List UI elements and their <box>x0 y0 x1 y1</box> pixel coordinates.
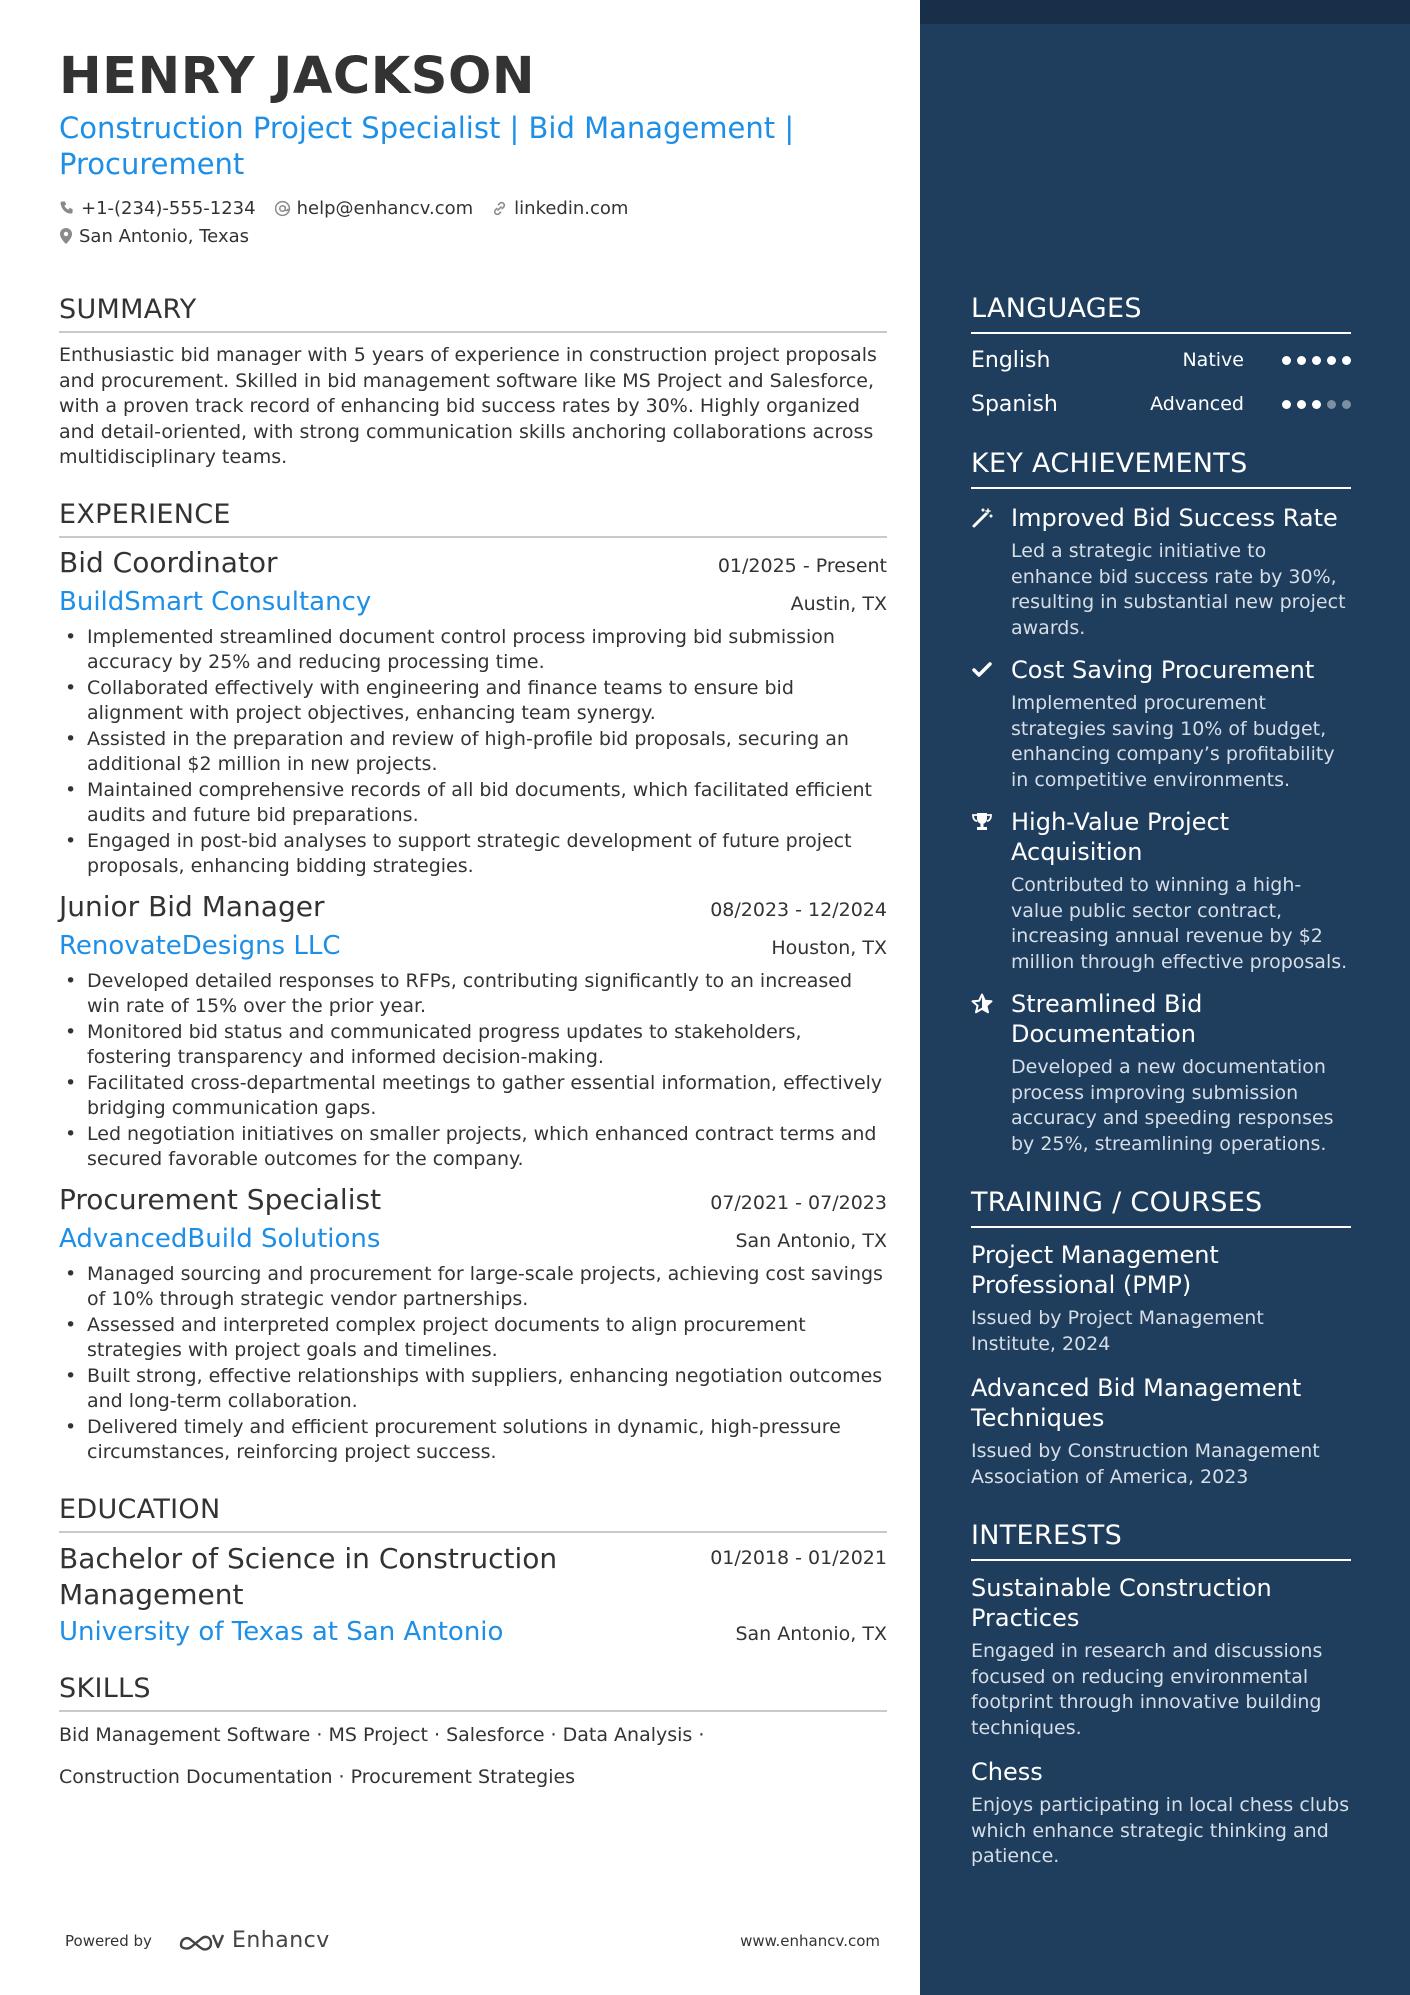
footer <box>65 1928 880 1953</box>
education-heading: EDUCATION <box>59 1494 887 1533</box>
job-date: 08/2023 - 12/2024 <box>710 898 887 921</box>
achievements-heading: KEY ACHIEVEMENTS <box>971 448 1351 489</box>
interest-desc: Enjoys participating in local chess clubs which enhance strategic thinking and patience. <box>971 1794 1350 1867</box>
location-contact <box>59 226 249 247</box>
skills-line: Bid Management Software · MS Project · Salesforce · Data Analysis · <box>59 1723 705 1746</box>
language-row <box>971 338 1351 382</box>
job-bullets <box>59 625 887 880</box>
job-entry <box>59 890 887 1173</box>
bullet-item: • Facilitated cross-departmental meetings to gather essential information, effectively bridging communication gaps. <box>59 1071 887 1122</box>
achievement-title: Improved Bid Success Rate <box>1011 504 1338 532</box>
achievement-item <box>971 989 1351 1157</box>
achievement-desc: Implemented procurement strategies saving 10% of budget, enhancing company’s profitability in competitive environments. <box>1011 692 1335 791</box>
rating-dot-filled <box>1282 356 1291 365</box>
job-entry <box>59 546 887 880</box>
interest-title: Sustainable Construction Practices <box>971 1574 1272 1632</box>
interest-desc: Engaged in research and discussions focused on reducing environmental footprint through innovative building techniques. <box>971 1640 1323 1739</box>
phone-icon <box>59 200 75 216</box>
bullet-item: • Maintained comprehensive records of all bid documents, which facilitated efficient audits and future bid preparations. <box>59 778 887 829</box>
languages-section <box>971 0 1351 426</box>
phone-contact <box>59 198 256 219</box>
rating-dot-filled <box>1312 400 1321 409</box>
bullet-item: • Implemented streamlined document control process improving bid submission accuracy by 25% and reducing processing time. <box>59 625 887 676</box>
language-name: Spanish <box>971 391 1058 417</box>
job-company: AdvancedBuild Solutions <box>59 1223 381 1254</box>
email-contact[interactable] <box>274 198 474 219</box>
rating-dot-filled <box>1327 356 1336 365</box>
job-entry <box>59 1183 887 1466</box>
trophy-icon <box>971 811 993 833</box>
summary-section <box>59 294 887 471</box>
at-icon <box>274 200 291 217</box>
sidebar <box>920 0 1410 1995</box>
rating-dot-filled <box>1342 356 1351 365</box>
rating-dot-filled <box>1297 356 1306 365</box>
course-item <box>971 1240 1351 1357</box>
bullet-item: • Built strong, effective relationships with suppliers, enhancing negotiation outcomes and long-term collaboration. <box>59 1364 887 1415</box>
achievement-item <box>971 807 1351 975</box>
contact-info <box>59 194 920 250</box>
bullet-item: • Delivered timely and efficient procurement solutions in dynamic, high-pressure circumstances, reinforcing project success. <box>59 1415 887 1466</box>
rating-dot-filled <box>1282 400 1291 409</box>
achievement-desc: Developed a new documentation process improving submission accuracy and speeding responses by 25%, streamlining operations. <box>1011 1056 1334 1155</box>
interest-item <box>971 1757 1351 1870</box>
interests-heading: INTERESTS <box>971 1520 1351 1561</box>
interest-title: Chess <box>971 1758 1043 1786</box>
job-company: BuildSmart Consultancy <box>59 586 372 617</box>
languages-heading: LANGUAGES <box>971 293 1351 334</box>
job-company: RenovateDesigns LLC <box>59 930 341 961</box>
enhancv-logo-icon <box>178 1929 226 1953</box>
rating-dot-empty <box>1327 400 1336 409</box>
bullet-item: • Managed sourcing and procurement for large-scale projects, achieving cost savings of 10% through strategic vendor partnerships. <box>59 1262 887 1313</box>
star-icon <box>971 993 993 1015</box>
bullet-item: • Engaged in post-bid analyses to support strategic development of future project proposals, enhancing bidding strategies. <box>59 829 887 880</box>
skills-line: Construction Documentation · Procurement Strategies <box>59 1765 576 1788</box>
education-section <box>59 1494 887 1647</box>
course-desc: Issued by Project Management Institute, 2024 <box>971 1307 1264 1355</box>
language-rating <box>1276 400 1351 409</box>
course-desc: Issued by Construction Management Association of America, 2023 <box>971 1440 1320 1488</box>
job-location: Austin, TX <box>790 592 887 615</box>
summary-heading: SUMMARY <box>59 294 887 333</box>
achievement-item <box>971 655 1351 793</box>
location-text: San Antonio, Texas <box>79 225 249 247</box>
training-heading: TRAINING / COURSES <box>971 1187 1351 1228</box>
school-name: University of Texas at San Antonio <box>59 1616 504 1647</box>
bullet-item: • Assessed and interpreted complex project documents to align procurement strategies with project goals and timelines. <box>59 1313 887 1364</box>
linkedin-text[interactable]: linkedin.com <box>514 197 629 219</box>
bullet-item: • Led negotiation initiatives on smaller projects, which enhanced contract terms and secured favorable outcomes for the company. <box>59 1122 887 1173</box>
job-date: 01/2025 - Present <box>717 554 887 577</box>
bullet-item: • Developed detailed responses to RFPs, contributing significantly to an increased win rate of 15% over the prior year. <box>59 969 887 1020</box>
skills-heading: SKILLS <box>59 1673 887 1712</box>
bullet-item: • Collaborated effectively with engineering and finance teams to ensure bid alignment with project objectives, enhancing team synergy. <box>59 676 887 727</box>
footer-url[interactable]: www.enhancv.com <box>740 1931 880 1950</box>
education-location: San Antonio, TX <box>735 1622 887 1645</box>
experience-heading: EXPERIENCE <box>59 499 887 538</box>
language-rating <box>1276 356 1351 365</box>
rating-dot-filled <box>1312 356 1321 365</box>
candidate-name: HENRY JACKSON <box>59 47 536 106</box>
job-location: Houston, TX <box>771 936 887 959</box>
achievement-title: High-Value Project Acquisition <box>1011 808 1230 866</box>
achievement-desc: Led a strategic initiative to enhance bid success rate by 30%, resulting in substantial new project awards. <box>1011 540 1346 639</box>
summary-text: Enthusiastic bid manager with 5 years of experience in construction project proposals and procurement. Skilled in bid management software like MS Project and Salesforce, with a proven track record of enhancing bid success rates by 30%. Highly organized and detail-oriented, with strong communication skills anchoring collaborations across multidisciplinary teams. <box>59 344 877 468</box>
brand-name: Enhancv <box>231 1928 330 1953</box>
email-text[interactable]: help@enhancv.com <box>296 197 474 219</box>
job-bullets <box>59 969 887 1173</box>
degree-name: Bachelor of Science in Construction Management <box>59 1541 558 1611</box>
candidate-title: Construction Project Specialist | Bid Management | Procurement <box>59 111 795 181</box>
linkedin-contact[interactable] <box>491 198 628 219</box>
location-pin-icon <box>59 227 73 245</box>
bullet-item: • Monitored bid status and communicated progress updates to stakeholders, fostering transparency and informed decision-making. <box>59 1020 887 1071</box>
experience-section <box>59 499 887 1466</box>
achievement-item <box>971 503 1351 641</box>
link-icon <box>491 200 508 217</box>
bullet-item: • Assisted in the preparation and review of high-profile bid proposals, securing an additional $2 million in new projects. <box>59 727 887 778</box>
training-section <box>971 1187 1351 1490</box>
achievement-title: Streamlined Bid Documentation <box>1011 990 1203 1048</box>
job-date: 07/2021 - 07/2023 <box>710 1191 887 1214</box>
magic-wand-icon <box>971 507 993 529</box>
powered-by-label: Powered by <box>65 1931 152 1950</box>
course-title: Project Management Professional (PMP) <box>971 1241 1219 1299</box>
interests-section <box>971 1520 1351 1870</box>
achievement-title: Cost Saving Procurement <box>1011 656 1315 684</box>
achievement-desc: Contributed to winning a high-value public sector contract, increasing annual revenue by $2 million through effective proposals. <box>1011 874 1348 973</box>
job-role: Junior Bid Manager <box>59 889 325 923</box>
checkmark-icon <box>971 659 993 681</box>
education-entry <box>59 1541 887 1647</box>
interest-item <box>971 1573 1351 1741</box>
language-name: English <box>971 347 1051 373</box>
rating-dot-empty <box>1342 400 1351 409</box>
course-item <box>971 1373 1351 1490</box>
job-role: Bid Coordinator <box>59 545 278 579</box>
phone-text: +1-(234)-555-1234 <box>81 197 256 219</box>
course-title: Advanced Bid Management Techniques <box>971 1374 1302 1432</box>
skills-section <box>59 1673 887 1798</box>
language-level: Native <box>1182 349 1244 371</box>
language-level: Advanced <box>1150 393 1244 415</box>
rating-dot-filled <box>1297 400 1306 409</box>
job-bullets <box>59 1262 887 1466</box>
job-location: San Antonio, TX <box>735 1229 887 1252</box>
language-row <box>971 382 1351 426</box>
job-role: Procurement Specialist <box>59 1182 382 1216</box>
education-date: 01/2018 - 01/2021 <box>710 1546 887 1569</box>
footer-brand <box>65 1928 330 1953</box>
achievements-section <box>971 448 1351 1157</box>
sidebar-top-bar <box>920 0 1410 24</box>
